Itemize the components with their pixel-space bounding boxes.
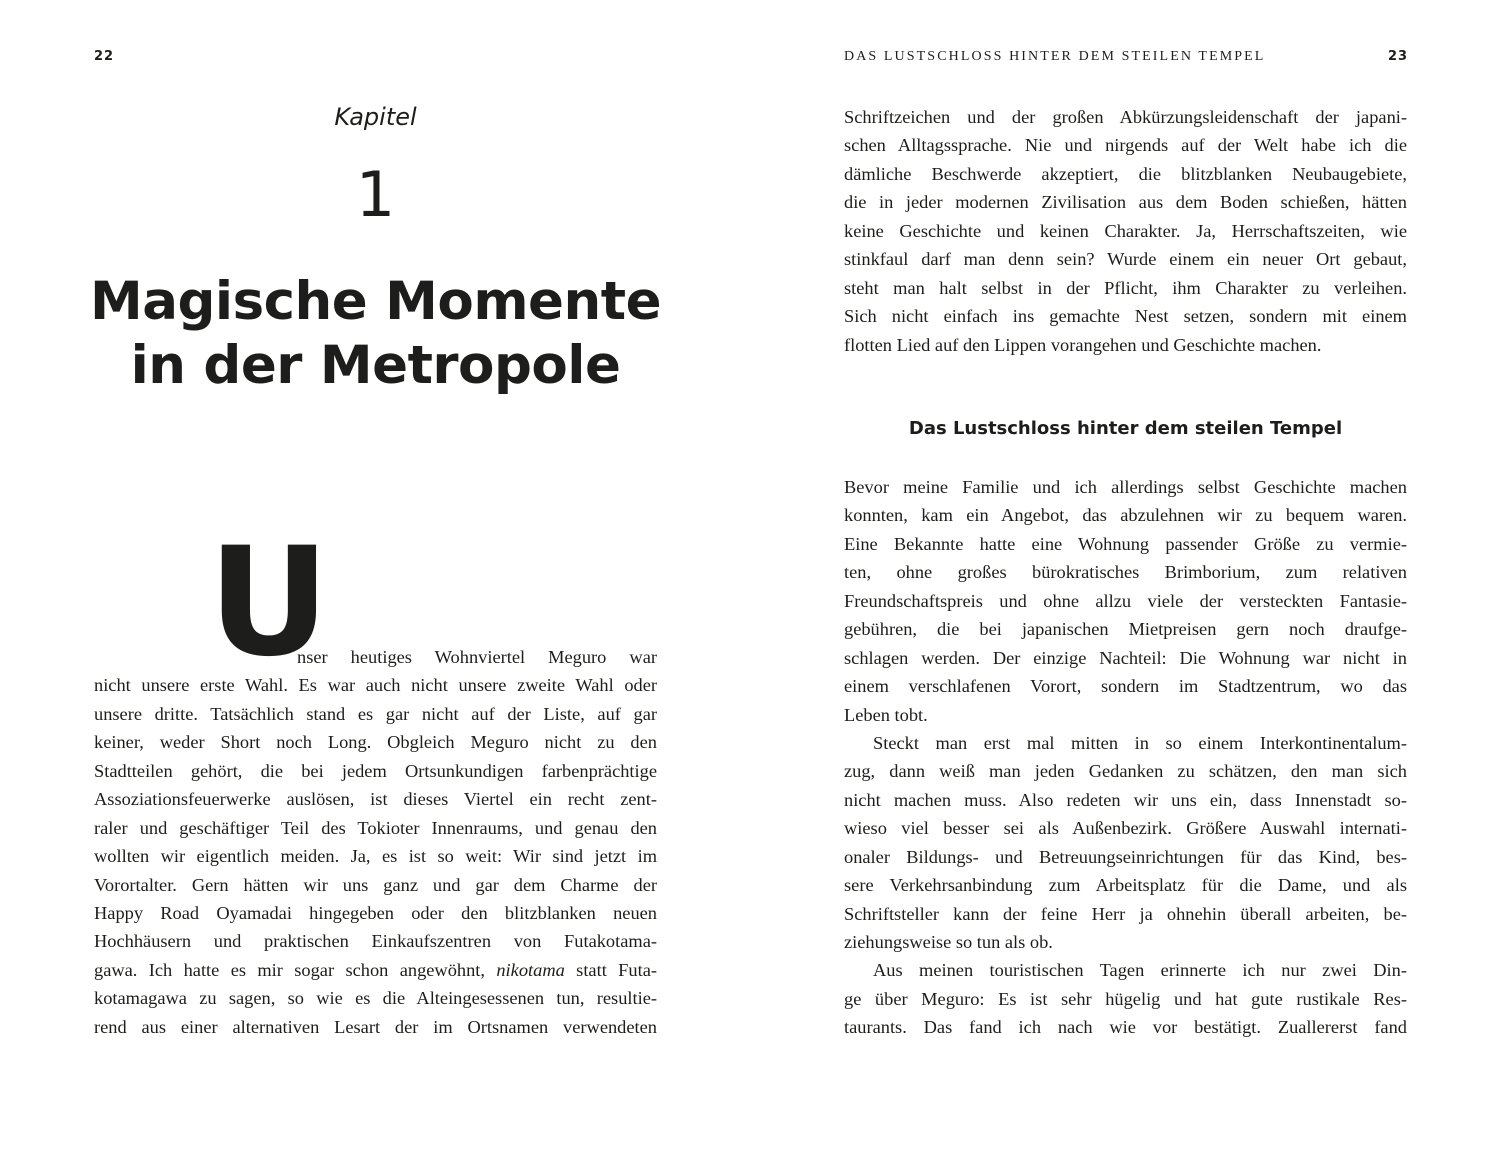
text-line: kotamagawa zu sagen, so wie es die Alteingesessenen tun, resultie-: [94, 988, 657, 1009]
text-line: keine Geschichte und keinen Charakter. Ja, Herrschaftszeiten, wie: [844, 220, 1407, 241]
text-line: konnten, kam ein Angebot, das abzulehnen wir zu bequem waren.: [844, 505, 1407, 526]
chapter-title-line: in der Metropole: [130, 335, 621, 396]
text-line: Sich nicht einfach ins gemachte Nest setzen, sondern mit einem: [844, 306, 1407, 327]
text-line: ge über Meguro: Es ist sehr hügelig und hat gute rustikale Res-: [844, 988, 1407, 1009]
page-number-left: 22: [94, 49, 115, 64]
text-line: die in jeder modernen Zivilisation aus dem Boden schießen, hätten: [844, 192, 1407, 213]
right-body-text-bottom: [844, 473, 1407, 1042]
text-line: nser heutiges Wohnviertel Meguro war: [297, 647, 657, 667]
text-line: zug, dann weiß man jeden Gedanken zu schätzen, den man sich: [844, 761, 1407, 782]
text-line: dämliche Beschwerde akzeptiert, die blitzblanken Neubaugebiete,: [844, 163, 1407, 184]
italic-term: nikotama: [496, 959, 565, 980]
text-line: onaler Bildungs- und Betreuungseinrichtungen für das Kind, bes-: [844, 846, 1407, 867]
text-line: raler und geschäftiger Teil des Tokioter Innenraums, und genau den: [94, 817, 657, 838]
text-line: Assoziationsfeuerwerke auslösen, ist dieses Viertel ein recht zent-: [94, 789, 657, 810]
text-line: Stadtteilen gehört, die bei jedem Ortsunkundigen farbenprächtige: [94, 760, 657, 781]
text-line: Aus meinen touristischen Tagen erinnerte ich nur zwei Din-: [873, 960, 1407, 981]
chapter-label: Kapitel: [334, 103, 417, 131]
text-line: Steckt man erst mal mitten in so einem Interkontinentalum-: [873, 732, 1407, 753]
text-line: Hochhäusern und praktischen Einkaufszentren von Futakotama-: [94, 931, 657, 952]
text-line: ziehungsweise so tun als ob.: [844, 932, 1053, 952]
text-line: taurants. Das fand ich nach wie vor bestätigt. Zuallererst fand: [844, 1017, 1407, 1038]
text-line: unsere dritte. Tatsächlich stand es gar nicht auf der Liste, auf gar: [94, 703, 657, 724]
text-line: rend aus einer alternativen Lesart der im Ortsnamen verwendeten: [94, 1016, 657, 1037]
text-line: einem verschlafenen Vorort, sondern im Stadtzentrum, wo das: [844, 676, 1407, 697]
text-line: gebühren, die bei japanischen Mietpreisen gern noch draufge-: [844, 619, 1407, 640]
text-line: flotten Lied auf den Lippen vorangehen und Geschichte machen.: [844, 334, 1322, 355]
text-line: steht man halt selbst in der Pflicht, ihm Charakter zu verleihen.: [844, 277, 1407, 298]
right-body-text-top: [844, 103, 1407, 359]
running-head: DAS LUSTSCHLOSS HINTER DEM STEILEN TEMPEL: [844, 49, 1266, 64]
text-line: nicht unsere erste Wahl. Es war auch nicht unsere zweite Wahl oder: [94, 675, 657, 696]
text-line: schlagen werden. Der einzige Nachteil: Die Wohnung war nicht in: [844, 647, 1407, 668]
text-line: ten, ohne großes bürokratisches Brimborium, zum relativen: [844, 562, 1407, 583]
text-line: Schriftsteller kann der feine Herr ja ohnehin überall arbeiten, be-: [844, 903, 1407, 924]
left-body-text: [94, 643, 657, 1041]
text-line: schen Alltagssprache. Nie und nirgends auf der Welt habe ich die: [844, 135, 1407, 156]
text-line: wieso viel besser sei als Außenbezirk. Größere Auswahl internati-: [844, 818, 1407, 839]
text-segment: gawa. Ich hatte es mir sogar schon angewöhnt,: [94, 959, 497, 980]
text-line: Bevor meine Familie und ich allerdings selbst Geschichte machen: [844, 477, 1407, 497]
text-line: keiner, weder Short noch Long. Obgleich Meguro nicht zu den: [94, 732, 657, 753]
text-line: sere Verkehrsanbindung zum Arbeitsplatz für die Dame, und als: [844, 875, 1407, 896]
text-line: stinkfaul darf man denn sein? Wurde einem ein neuer Ort gebaut,: [844, 249, 1407, 270]
text-line: Eine Bekannte hatte eine Wohnung passender Größe zu vermie-: [844, 533, 1407, 554]
page-number-right: 23: [1388, 49, 1409, 64]
text-line: nicht machen muss. Also redeten wir uns ein, dass Innenstadt so-: [844, 789, 1407, 810]
text-line: Leben tobt.: [844, 704, 928, 725]
text-line: Happy Road Oyamadai hingegeben oder den blitzblanken neuen: [94, 902, 657, 923]
text-line: [94, 956, 657, 984]
chapter-title: [70, 270, 681, 398]
drop-cap: U: [208, 516, 330, 690]
section-heading: Das Lustschloss hinter dem steilen Tempel: [908, 418, 1343, 439]
chapter-title-line: Magische Momente: [89, 271, 662, 332]
chapter-number: 1: [355, 158, 396, 231]
text-line: Freundschaftspreis und ohne allzu viele der versteckten Fantasie-: [844, 590, 1407, 611]
text-segment: statt Futa-: [564, 959, 657, 980]
text-line: wollten wir eigentlich meiden. Ja, es ist so weit: Wir sind jetzt im: [94, 846, 657, 867]
text-line: Schriftzeichen und der großen Abkürzungsleidenschaft der japani-: [844, 107, 1407, 127]
text-line: Vorortalter. Gern hätten wir uns ganz und gar dem Charme der: [94, 874, 657, 895]
